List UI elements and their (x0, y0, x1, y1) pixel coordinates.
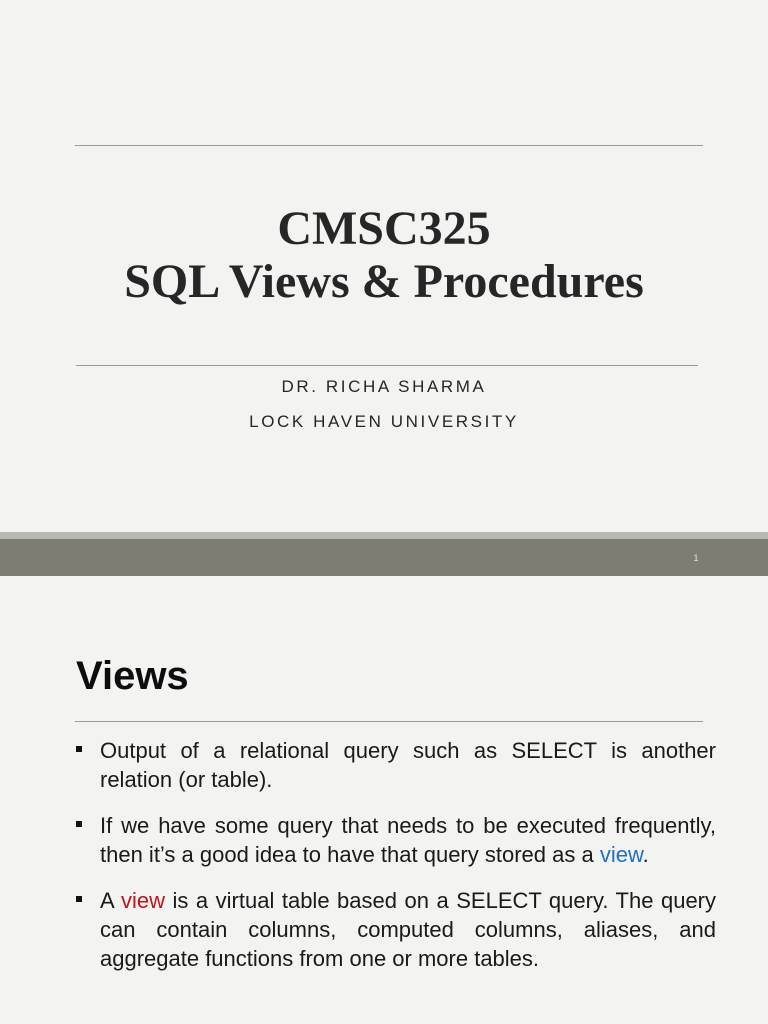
institution-name: LOCK HAVEN UNIVERSITY (249, 412, 519, 431)
bullet-list (76, 736, 716, 990)
heading-divider (75, 721, 703, 722)
slide-footer-band (0, 539, 768, 576)
list-item (76, 811, 716, 869)
view-term-highlight: view (120, 888, 165, 913)
slide-heading: Views (76, 654, 189, 698)
bullet-text-end: . (642, 842, 649, 867)
bullet-square-icon (76, 746, 82, 752)
top-divider (75, 145, 703, 146)
author-name: DR. RICHA SHARMA (281, 377, 487, 396)
bullet-square-icon (76, 896, 82, 902)
view-term-highlight: view (599, 842, 643, 867)
list-item (76, 886, 716, 973)
title-line-2: SQL Views & Procedures (124, 255, 644, 308)
subtitle-divider (76, 365, 698, 366)
bullet-square-icon (76, 821, 82, 827)
page-number: 1 (693, 553, 699, 563)
bullet-text-end: is a virtual table based on a SELECT query. The query can contain columns, computed columns, aliases, and aggregate functions from one or more tables. (100, 888, 717, 971)
bullet-text: If we have some query that needs to be executed frequently, then it’s a good idea to have that query stored as a (100, 813, 716, 867)
bullet-text: A (100, 888, 121, 913)
list-item (76, 736, 716, 794)
slide-footer-accent (0, 532, 768, 539)
bullet-text: Output of a relational query such as SELECT is another relation (or table). (100, 738, 716, 792)
title-line-1: CMSC325 (277, 202, 491, 255)
